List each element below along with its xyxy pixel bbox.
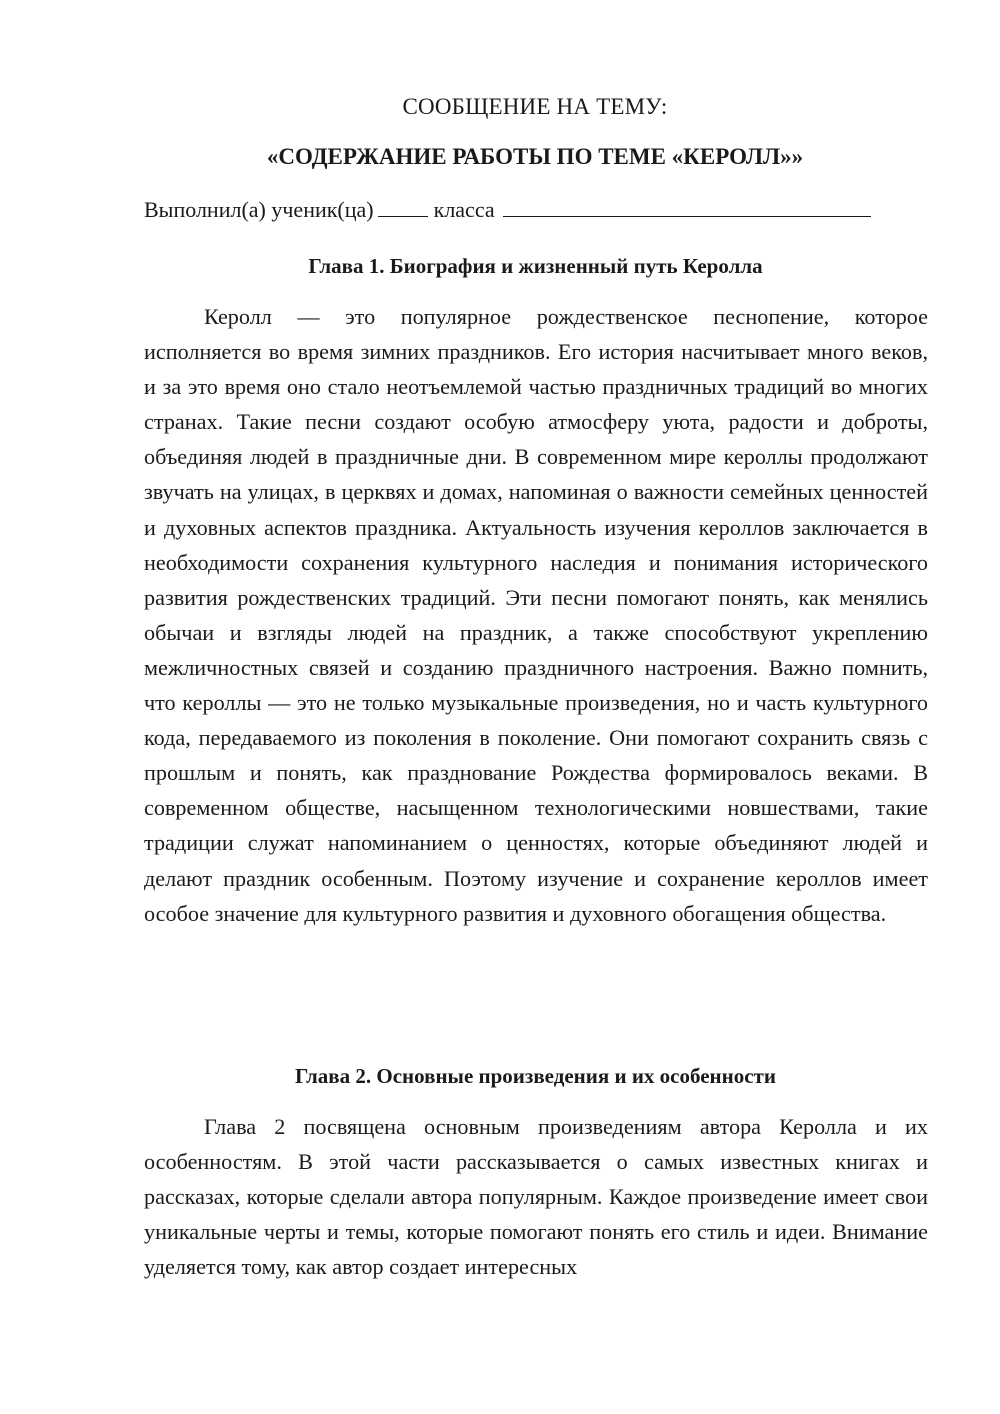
chapter-2-heading: Глава 2. Основные произведения и их особенности <box>295 1064 776 1088</box>
class-word: класса <box>433 197 495 222</box>
author-line <box>144 197 934 223</box>
document-title-line-1: СООБЩЕНИЕ НА ТЕМУ: <box>402 94 668 119</box>
student-name-blank <box>503 198 871 217</box>
class-number-blank <box>378 198 428 217</box>
author-prefix: Выполнил(а) ученик(ца) <box>144 197 374 222</box>
chapter-1-paragraph: Керолл — это популярное рождественское песнопение, которое исполняется во время зимних праздников. Его история насчитывает много веков, и за это время оно стало неотъемлемой частью праздничных традиций во многих странах. Такие песни создают особую атмосферу уюта, радости и доброты, объединяя людей в праздничные дни. В современном мире кероллы продолжают звучать на улицах, в церквях и домах, напоминая о важности семейных ценностей и духовных аспектов праздника. Актуальность изучения кероллов заключается в необходимости сохранения культурного наследия и понимания исторического развития рождественских традиций. Эти песни помогают понять, как менялись обычаи и взгляды людей на праздник, а также способствуют укреплению межличностных связей и созданию праздничного настроения. Важно помнить, что кероллы — это не только музыкальные произведения, но и часть культурного кода, передаваемого из поколения в поколение. Они помогают сохранить связь с прошлым и понять, как празднование Рождества формировалось веками. В современном обществе, насыщенном технологическими новшествами, такие традиции служат напоминанием о ценностях, которые объединяют людей и делают праздник особенным. Поэтому изучение и сохранение кероллов имеет особое значение для культурного развития и духовного обогащения общества. <box>144 304 928 926</box>
document-title-line-2: «СОДЕРЖАНИЕ РАБОТЫ ПО ТЕМЕ «КЕРОЛЛ»» <box>266 144 804 169</box>
chapter-1-heading: Глава 1. Биография и жизненный путь Керолла <box>308 254 763 278</box>
chapter-2-paragraph: Глава 2 посвящена основным произведениям автора Керолла и их особенностям. В этой части рассказывается о самых известных книгах и рассказах, которые сделали автора популярным. Каждое произведение имеет свои уникальные черты и темы, которые помогают понять его стиль и идеи. Внимание уделяется тому, как автор создает интересных <box>144 1114 928 1280</box>
